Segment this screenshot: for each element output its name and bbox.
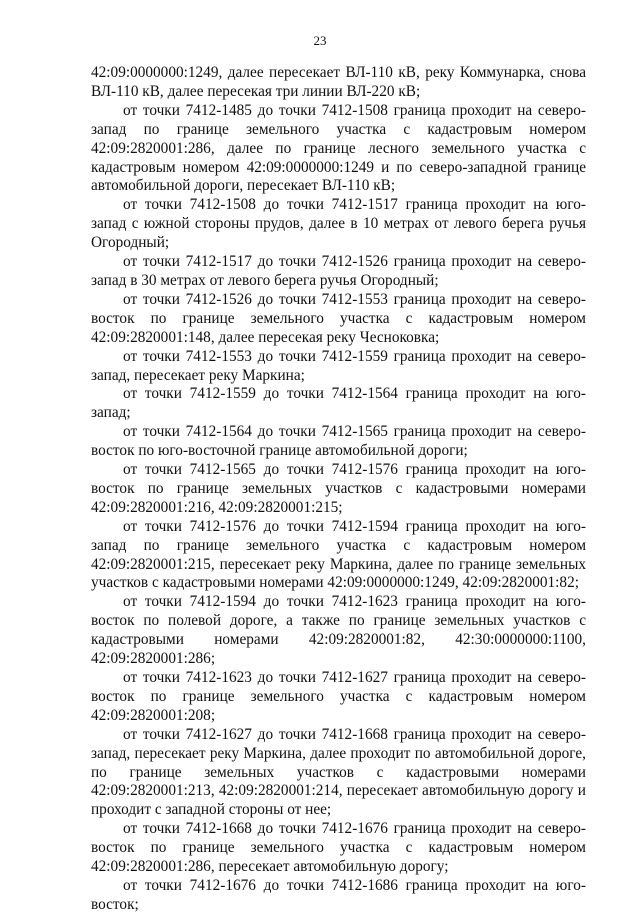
paragraph: от точки 7412-1676 до точки 7412-1686 граница проходит на юго-восток; <box>91 876 586 913</box>
paragraph: от точки 7412-1559 до точки 7412-1564 граница проходит на юго-запад; <box>91 385 586 422</box>
paragraph: от точки 7412-1526 до точки 7412-1553 граница проходит на северо-восток по границе земельного участка с кадастровым номером 42:09:2820001:148, далее пересекая реку Чесноковка; <box>91 290 586 346</box>
paragraph: от точки 7412-1517 до точки 7412-1526 граница проходит на северо-запад в 30 метрах от левого берега ручья Огородный; <box>91 253 586 289</box>
paragraph: от точки 7412-1576 до точки 7412-1594 граница проходит на юго-запад по границе земельного участка с кадастровым номером 42:09:2820001:215, пересекает реку Маркина, далее по границе земельных участков с кадастровыми номерами 42:09:0000000:1249, 42:09:2820001:82; <box>91 517 586 592</box>
paragraph: от точки 7412-1565 до точки 7412-1576 граница проходит на юго-восток по границе земельных участков с кадастровыми номерами 42:09:2820001:216, 42:09:2820001:215; <box>91 461 586 516</box>
paragraph: от точки 7412-1623 до точки 7412-1627 граница проходит на северо-восток по границе земельного участка с кадастровым номером 42:09:2820001:208; <box>91 669 586 724</box>
paragraph: от точки 7412-1594 до точки 7412-1623 граница проходит на юго-восток по полевой дороге, а также по границе земельных участков с кадастровыми номерами 42:09:2820001:82, 42:30:0000000:1100, 42:09:2820001:286; <box>91 593 586 668</box>
paragraph: от точки 7412-1564 до точки 7412-1565 граница проходит на северо-восток по юго-восточной границе автомобильной дороги; <box>91 423 586 460</box>
paragraph: от точки 7412-1508 до точки 7412-1517 граница проходит на юго-запад с южной стороны прудов, далее в 10 метрах от левого берега ручья Огородный; <box>91 196 586 252</box>
document-body <box>91 64 586 915</box>
paragraph: от точки 7412-1627 до точки 7412-1668 граница проходит на северо-запад, пересекает реку Маркина, далее проходит по автомобильной дороге, по границе земельных участков с кадастровыми номерами 42:09:2820001:213, 42:09:2820001:214, пересекает автомобильную дорогу и проходит с западной стороны от нее; <box>91 725 586 819</box>
paragraph: от точки 7412-1668 до точки 7412-1676 граница проходит на северо-восток по границе земельного участка с кадастровым номером 42:09:2820001:286, пересекает автомобильную дорогу; <box>91 820 586 876</box>
page-number: 23 <box>313 33 327 48</box>
paragraph: от точки 7412-1553 до точки 7412-1559 граница проходит на северо-запад, пересекает реку Маркина; <box>91 347 586 384</box>
paragraph: от точки 7412-1485 до точки 7412-1508 граница проходит на северо-запад по границе земельного участка с кадастровым номером 42:09:2820001:286, далее по границе лесного земельного участка с кадастровым номером 42:09:0000000:1249 и по северо-западной границе автомобильной дороги, пересекает ВЛ-110 кВ; <box>91 101 586 195</box>
paragraph: 42:09:0000000:1249, далее пересекает ВЛ-110 кВ, реку Коммунарка, снова ВЛ-110 кВ, далее пересекая три линии ВЛ-220 кВ; <box>91 64 586 100</box>
